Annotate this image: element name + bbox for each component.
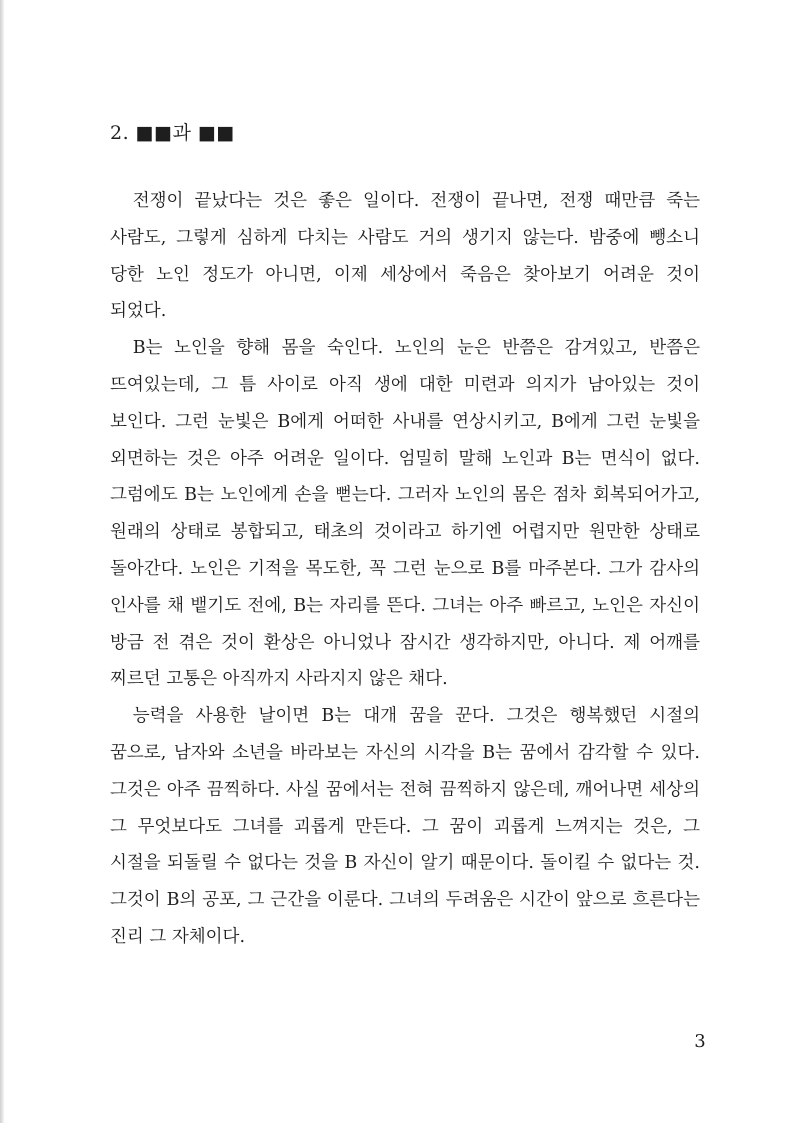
page-number: 3 <box>694 1031 706 1052</box>
paragraph-2: B는 노인을 향해 몸을 숙인다. 노인의 눈은 반쯤은 감겨있고, 반쯤은 뜨여있는데, 그 틈 사이로 아직 생에 대한 미련과 의지가 남아있는 것이 보인다. 그런 눈빛은 B에게 어떠한 사내를 연상시키고, B에게 그런 눈빛을 외면하는 것은 아주 어려운 일이다. 엄밀히 말해 노인과 B는 면식이 없다. 그럼에도 B는 노인에게 손을 뻗는다. 그러자 노인의 몸은 점차 회복되어가고, 원래의 상태로 봉합되고, 태초의 것이라고 하기엔 어렵지만 원만한 상태로 돌아간다. 노인은 기적을 목도한, 꼭 그런 눈으로 B를 마주본다. 그가 감사의 인사를 채 뱉기도 전에, B는 자리를 뜬다. 그녀는 아주 빠르고, 노인은 자신이 방금 전 겪은 것이 환상은 아니었나 잠시간 생각하지만, 아니다. 제 어깨를 찌르던 고통은 아직까지 사라지지 않은 채다. <box>110 338 700 690</box>
body-text <box>110 183 700 956</box>
paragraph-3: 능력을 사용한 날이면 B는 대개 꿈을 꾼다. 그것은 행복했던 시절의 꿈으로, 남자와 소년을 바라보는 자신의 시각을 B는 꿈에서 감각할 수 있다. 그것은 아주 끔찍하다. 사실 꿈에서는 전혀 끔찍하지 않은데, 깨어나면 세상의 그 무엇보다도 그녀를 괴롭게 만든다. 그 꿈이 괴롭게 느껴지는 것은, 그 시절을 되돌릴 수 없다는 것을 B 자신이 알기 때문이다. 돌이킬 수 없다는 것. 그것이 B의 공포, 그 근간을 이룬다. 그녀의 두려움은 시간이 앞으로 흐른다는 진리 그 자체이다. <box>110 706 700 947</box>
section-heading: 2. ■■과 ■■ <box>110 122 235 144</box>
paragraph-1: 전쟁이 끝났다는 것은 좋은 일이다. 전쟁이 끝나면, 전쟁 때만큼 죽는 사람도, 그렇게 심하게 다치는 사람도 거의 생기지 않는다. 밤중에 뺑소니 당한 노인 정도가 아니면, 이제 세상에서 죽음은 찾아보기 어려운 것이 되었다. <box>110 191 700 322</box>
